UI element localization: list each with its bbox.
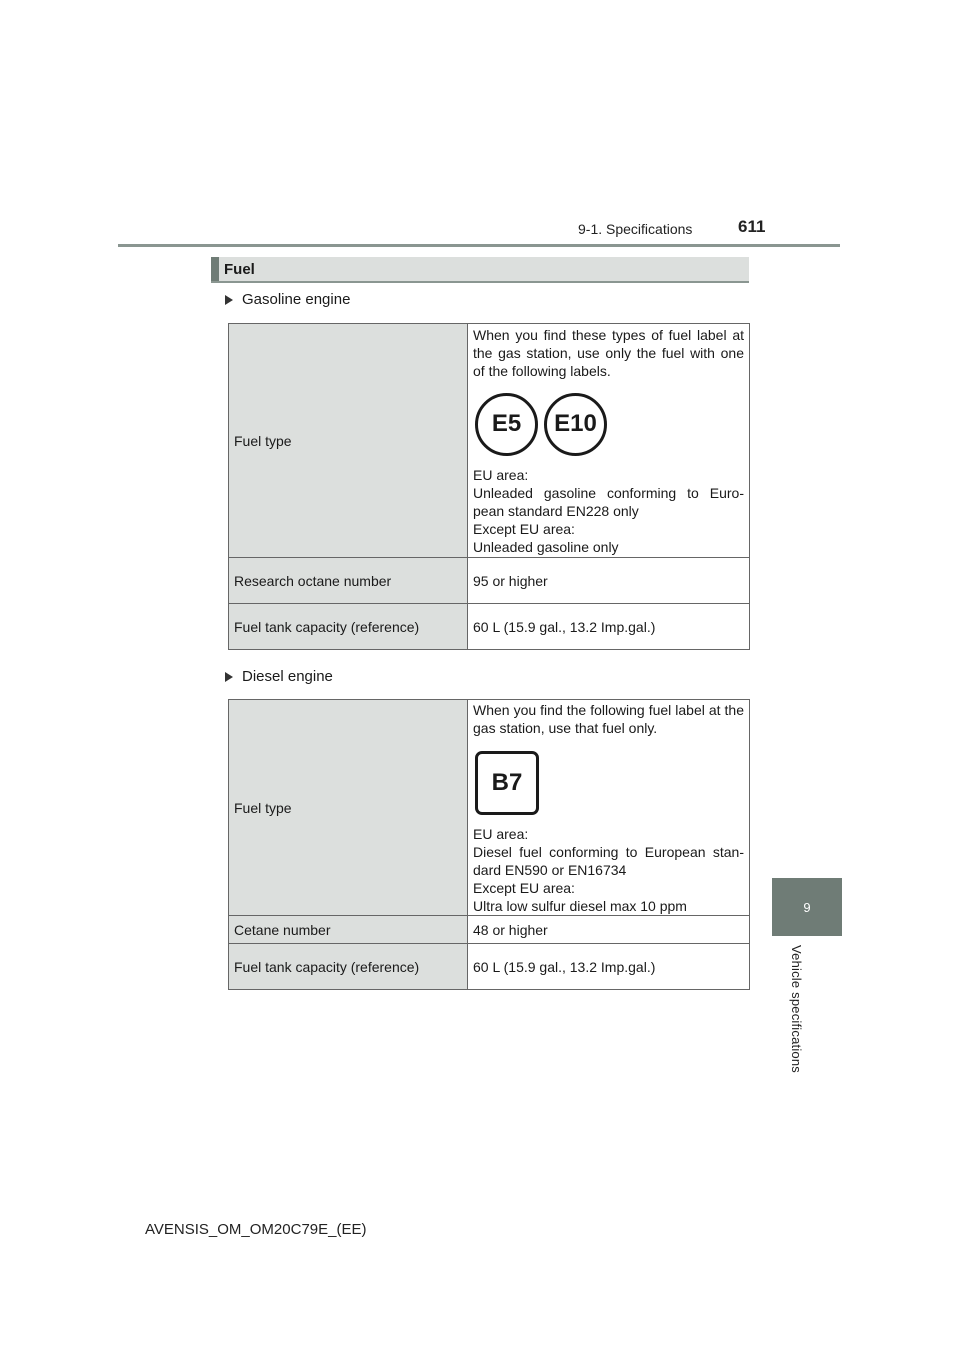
row-label: Cetane number (229, 916, 468, 944)
header-divider (118, 244, 840, 247)
table-row (229, 604, 750, 650)
fuel-label-instructions: When you find the following fuel label at the gas station, use that fuel only. (473, 701, 744, 736)
diesel-heading (225, 668, 333, 685)
heading-accent (211, 257, 219, 281)
row-value: 60 L (15.9 gal., 13.2 Imp.gal.) (468, 944, 750, 990)
table-row (229, 324, 750, 558)
section-title: Fuel (224, 261, 255, 278)
diesel-spec-table (228, 699, 750, 990)
row-label: Research octane number (229, 558, 468, 604)
table-row (229, 700, 750, 916)
section-heading-bar (211, 257, 749, 283)
row-label: Fuel tank capacity (reference) (229, 944, 468, 990)
table-row (229, 916, 750, 944)
fuel-label-instructions: When you find these types of fuel label at the gas station, use only the fuel with one of the following labels. (473, 326, 744, 379)
detail-line: Diesel fuel conforming to European stan-dard EN590 or EN16734 (473, 843, 744, 878)
fuel-label-badges (475, 393, 744, 456)
detail-line: EU area: (473, 825, 529, 842)
gasoline-heading (225, 291, 350, 308)
detail-line: Ultra low sulfur diesel max 10 ppm (473, 897, 687, 914)
row-value: 48 or higher (468, 916, 750, 944)
document-code: AVENSIS_OM_OM20C79E_(EE) (145, 1221, 367, 1238)
triangle-bullet-icon (225, 672, 233, 682)
gasoline-spec-table (228, 323, 750, 650)
chapter-label: Vehicle specifications (789, 945, 804, 1073)
header-section-title: 9-1. Specifications (578, 221, 693, 237)
row-label: Fuel tank capacity (reference) (229, 604, 468, 650)
detail-line: EU area: (473, 466, 529, 483)
detail-line: Except EU area: (473, 520, 575, 537)
row-value: 95 or higher (468, 558, 750, 604)
detail-line: Unleaded gasoline conforming to Euro-pean standard EN228 only (473, 484, 744, 519)
detail-line: Except EU area: (473, 879, 575, 896)
chapter-number: 9 (803, 899, 811, 915)
chapter-tab[interactable] (772, 878, 842, 936)
diesel-heading-text: Diesel engine (242, 668, 333, 685)
table-row (229, 944, 750, 990)
fuel-type-cell (468, 324, 750, 558)
gasoline-heading-text: Gasoline engine (242, 291, 351, 308)
b7-fuel-label-icon: B7 (475, 751, 539, 815)
fuel-type-cell (468, 700, 750, 916)
e10-fuel-label-icon: E10 (544, 393, 607, 456)
detail-line: Unleaded gasoline only (473, 538, 619, 555)
row-label: Fuel type (229, 324, 468, 558)
page-number: 611 (738, 217, 766, 236)
e5-fuel-label-icon: E5 (475, 393, 538, 456)
row-label: Fuel type (229, 700, 468, 916)
triangle-bullet-icon (225, 295, 233, 305)
row-value: 60 L (15.9 gal., 13.2 Imp.gal.) (468, 604, 750, 650)
table-row (229, 558, 750, 604)
